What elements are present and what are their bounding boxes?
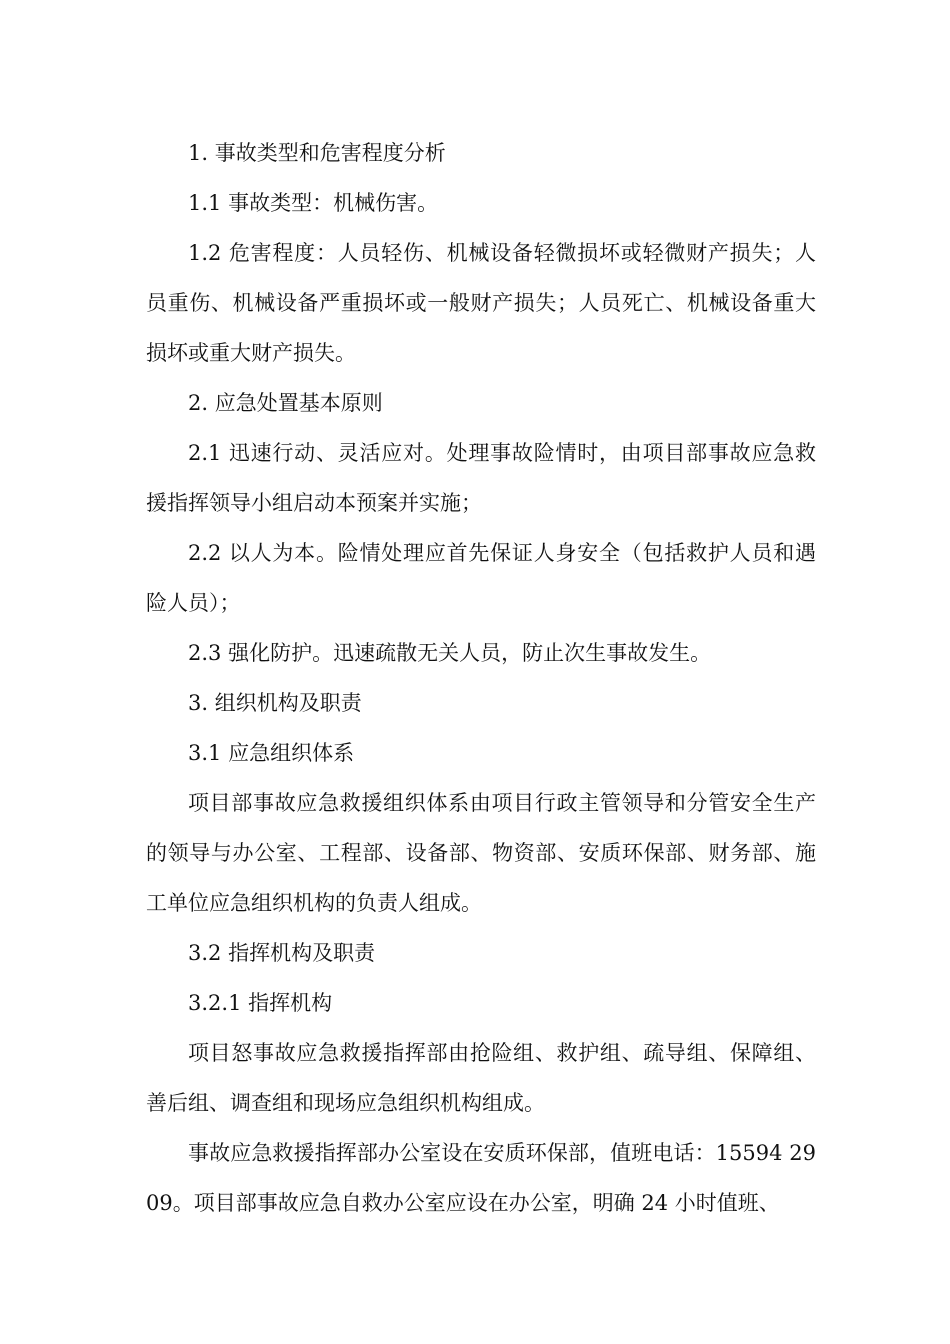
heading-command-structure: 3.2 指挥机构及职责	[188, 941, 376, 965]
heading-accident-types: 1. 事故类型和危害程度分析	[188, 141, 446, 165]
paragraph-harm-degree: 1.2 危害程度：人员轻伤、机械设备轻微损坏或轻微财产损失；人员重伤、机械设备严重损坏或一般财产损失；人员死亡、机械设备重大损坏或重大财产损失。	[146, 241, 816, 365]
heading-command-body: 3.2.1 指挥机构	[188, 991, 333, 1015]
paragraph-emergency-system: 项目部事故应急救援组织体系由项目行政主管领导和分管安全生产的领导与办公室、工程部、设备部、物资部、安质环保部、财务部、施工单位应急组织机构的负责人组成。	[146, 791, 816, 915]
document-body	[146, 128, 816, 1228]
heading-emergency-system: 3.1 应急组织体系	[188, 741, 355, 765]
paragraph-principle-1: 2.1 迅速行动、灵活应对。处理事故险情时，由项目部事故应急救援指挥领导小组启动本预案并实施；	[146, 441, 816, 515]
paragraph-office-duty: 事故应急救援指挥部办公室设在安质环保部，值班电话：15594 2909。项目部事故应急自救办公室应设在办公室，明确 24 小时值班、	[146, 1141, 816, 1215]
paragraph-command-body: 项目怒事故应急救援指挥部由抢险组、救护组、疏导组、保障组、善后组、调查组和现场应急组织机构组成。	[146, 1041, 816, 1115]
paragraph-principle-2: 2.2 以人为本。险情处理应首先保证人身安全（包括救护人员和遇险人员）；	[146, 541, 816, 615]
heading-emergency-principles: 2. 应急处置基本原则	[188, 391, 383, 415]
paragraph-principle-3: 2.3 强化防护。迅速疏散无关人员，防止次生事故发生。	[188, 641, 712, 665]
paragraph-accident-type: 1.1 事故类型：机械伤害。	[188, 191, 439, 215]
heading-organization: 3. 组织机构及职责	[188, 691, 362, 715]
